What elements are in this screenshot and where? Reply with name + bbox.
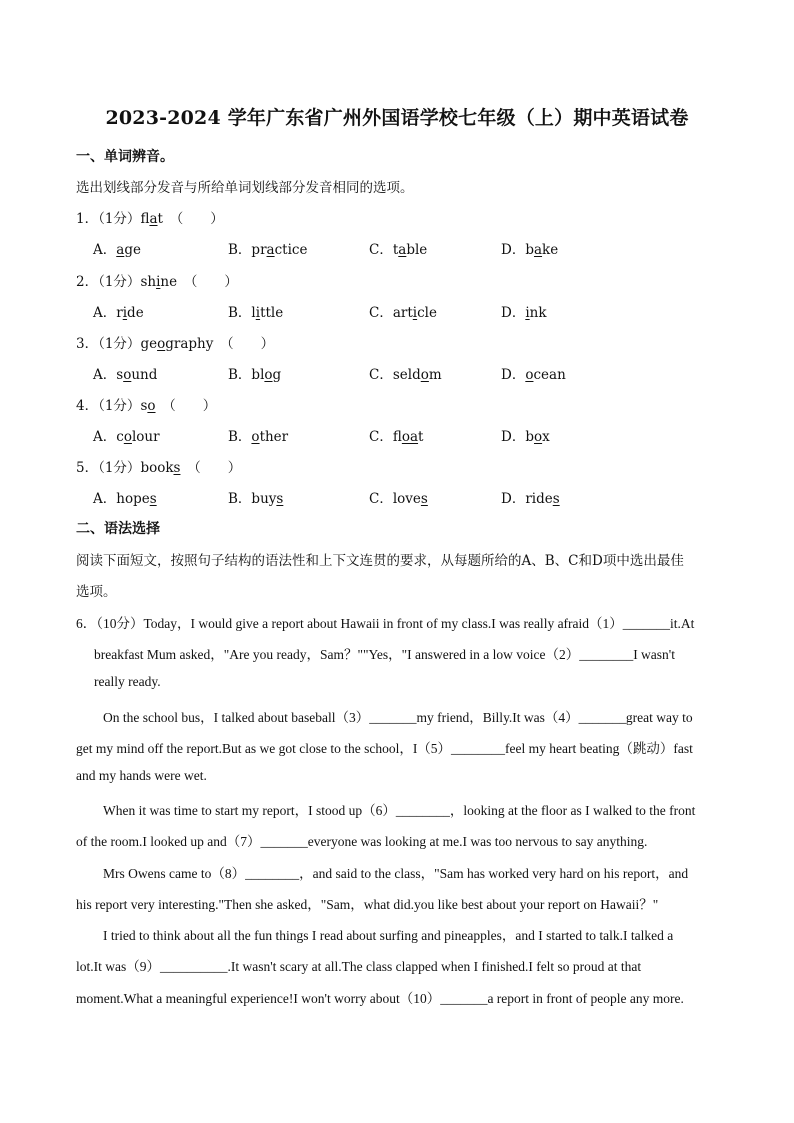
option-word: article [392,305,437,321]
answer-option[interactable] [93,363,157,383]
question-stem [76,332,274,352]
answer-option[interactable] [228,238,307,258]
question-number: 3．（1分） [76,336,141,352]
question-stem [76,456,241,476]
passage-line: lot.It was（9）__________.It wasn't scary at all.The class clapped when I finished.I felt so proud at that [76,959,642,974]
answer-option[interactable] [369,238,427,258]
option-word: ink [525,305,547,321]
option-label: C． [369,367,393,383]
section2-heading: 二、语法选择 [76,521,160,537]
section2-instruction-line2: 选项。 [76,584,117,600]
section1-instruction: 选出划线部分发音与所给单词划线部分发音相同的选项。 [76,180,414,196]
answer-option[interactable] [228,363,281,383]
passage-line: and my hands were wet. [76,768,207,783]
option-label: A． [93,491,117,507]
answer-option[interactable] [501,425,550,445]
question-number: 2．（1分） [76,274,141,290]
option-word: hopes [116,491,157,507]
answer-option[interactable] [93,301,144,321]
exam-title: 2023-2024 学年广东省广州外国语学校七年级（上）期中英语试卷 [105,107,689,129]
answer-option[interactable] [501,487,560,507]
answer-option[interactable] [228,301,283,321]
question-word: flat [140,211,163,227]
option-label: A． [93,429,117,445]
question-number: 4．（1分） [76,398,141,414]
question-word: shine [140,274,178,290]
answer-blank: （ ） [162,211,224,227]
option-word: seldom [392,367,442,383]
question-stem [76,270,238,290]
answer-option[interactable] [93,238,141,258]
answer-option[interactable] [93,487,157,507]
option-label: A． [93,305,117,321]
option-word: little [251,305,284,321]
option-word: age [116,242,141,258]
answer-option[interactable] [501,301,547,321]
option-label: A． [93,367,117,383]
question-word: geography [140,336,214,352]
option-label: B． [228,491,252,507]
answer-option[interactable] [369,425,423,445]
passage-line: get my mind off the report.But as we got close to the school，I（5）________feel my heart beating（跳动）fast [76,741,693,756]
option-word: buys [251,491,284,507]
option-label: B． [228,429,252,445]
question-number: 1．（1分） [76,211,141,227]
option-label: C． [369,242,393,258]
option-word: table [392,242,428,258]
option-word: colour [116,429,160,445]
option-word: box [525,429,550,445]
section2-instruction-line1: 阅读下面短文，按照句子结构的语法性和上下文连贯的要求，从每题所给的A、B、C和D项中选出最佳 [76,553,684,569]
passage-line: his report very interesting."Then she asked，"Sam，what did.you like best about your report on Hawaii？" [76,897,659,912]
question-word: so [140,398,156,414]
answer-blank: （ ） [180,460,242,476]
option-word: sound [116,367,158,383]
option-label: D． [501,242,526,258]
option-label: A． [93,242,117,258]
option-word: practice [251,242,308,258]
answer-option[interactable] [93,425,160,445]
option-word: bake [525,242,559,258]
answer-option[interactable] [501,238,558,258]
passage-line: On the school bus，I talked about baseball（3）_______my friend，Billy.It was（4）_______great way to [103,710,693,725]
answer-option[interactable] [228,487,283,507]
section1-heading: 一、单词辨音。 [76,149,174,165]
passage-line: moment.What a meaningful experience!I won't worry about（10）_______a report in front of people any more. [76,991,684,1006]
option-word: ride [116,305,144,321]
option-word: float [392,429,424,445]
option-label: C． [369,429,393,445]
answer-option[interactable] [369,363,442,383]
answer-option[interactable] [369,487,428,507]
passage-line: really ready. [94,674,161,689]
passage-line: When it was time to start my report，I stood up（6）________，looking at the floor as I walked to the front [103,803,696,818]
option-word: loves [392,491,428,507]
option-word: other [251,429,289,445]
answer-option[interactable] [228,425,288,445]
option-label: D． [501,429,526,445]
question-stem [76,394,216,414]
option-word: ocean [525,367,566,383]
answer-option[interactable] [501,363,566,383]
option-label: C． [369,305,393,321]
answer-blank: （ ） [155,398,217,414]
option-label: B． [228,305,252,321]
answer-blank: （ ） [177,274,238,290]
option-word: blog [251,367,282,383]
passage-line: 6．（10分）Today，I would give a report about Hawaii in front of my class.I was really afraid（1）_______it.At [76,616,695,631]
option-label: D． [501,305,526,321]
passage-line: breakfast Mum asked，"Are you ready，Sam？""Yes，"I answered in a low voice（2）________I wasn't [94,647,675,662]
passage-line: I tried to think about all the fun things I read about surfing and pineapples，and I started to talk.I talked a [103,928,674,943]
answer-blank: （ ） [213,336,275,352]
option-label: D． [501,367,526,383]
question-number: 5．（1分） [76,460,141,476]
option-label: D． [501,491,526,507]
passage-line: Mrs Owens came to（8）________，and said to the class，"Sam has worked very hard on his report，and [103,866,689,881]
question-word: books [140,460,181,476]
passage-line: of the room.I looked up and（7）_______everyone was looking at me.I was too nervous to say anything. [76,834,648,849]
question-stem [76,207,224,227]
answer-option[interactable] [369,301,437,321]
option-word: rides [525,491,560,507]
option-label: B． [228,367,252,383]
option-label: B． [228,242,252,258]
option-label: C． [369,491,393,507]
